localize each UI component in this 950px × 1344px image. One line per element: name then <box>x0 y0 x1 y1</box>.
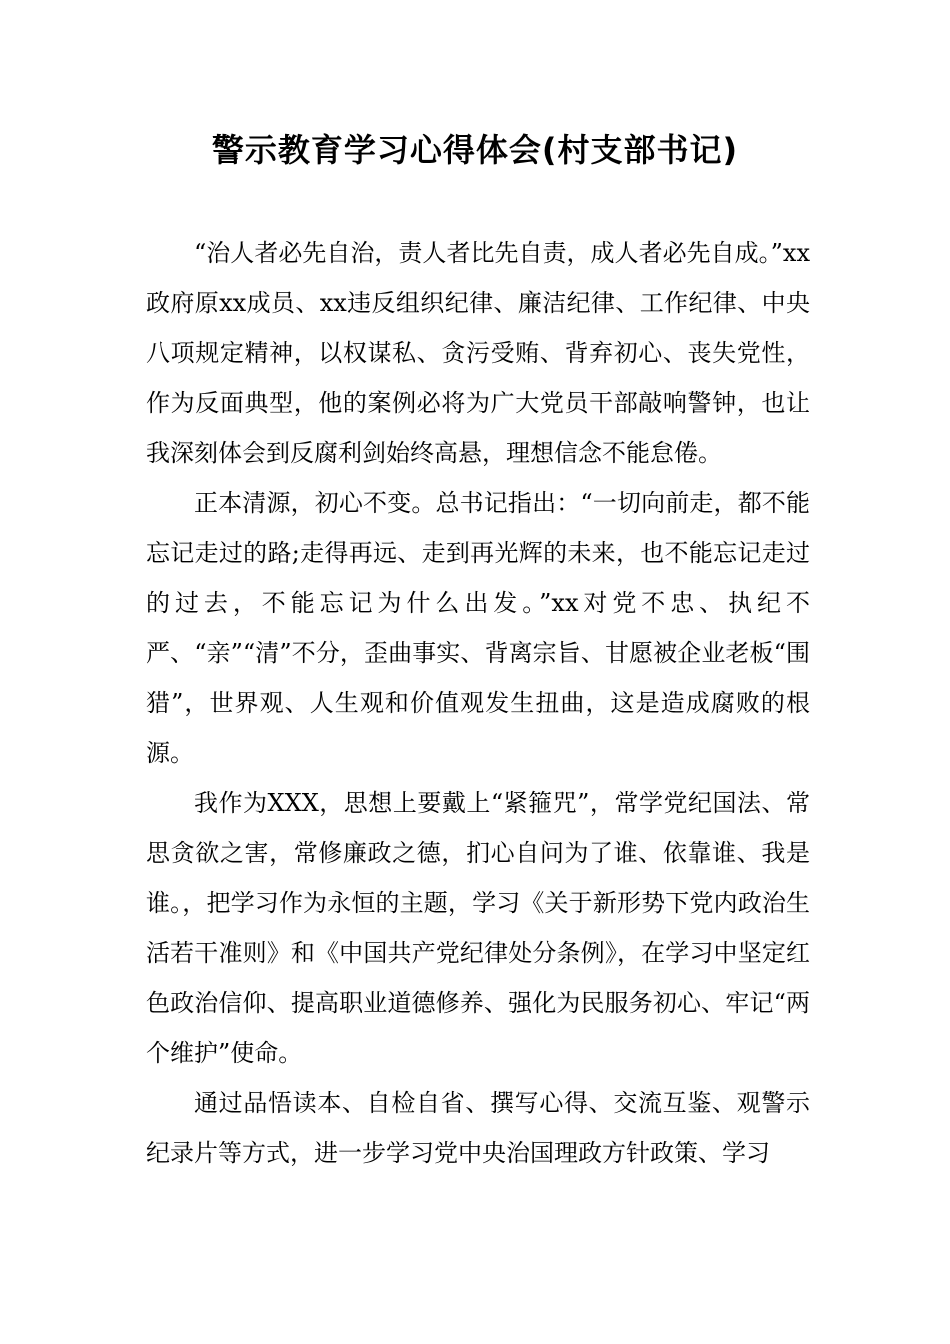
document-body <box>146 228 810 1178</box>
document-title: 警示教育学习心得体会(村支部书记) <box>211 131 739 169</box>
paragraph: 正本清源，初心不变。总书记指出：“一切向前走，都不能忘记走过的路;走得再远、走到再光辉的未来，也不能忘记走过的过去，不能忘记为什么出发。”xx对党不忠、执纪不严、“亲”“清”不分，歪曲事实、背离宗旨、甘愿被企业老板“围猎”，世界观、人生观和价值观发生扭曲，这是造成腐败的根源。 <box>146 489 810 767</box>
paragraph: “治人者必先自治，责人者比先自责，成人者必先自成。”xx政府原xx成员、xx违反组织纪律、廉洁纪律、工作纪律、中央八项规定精神，以权谋私、贪污受贿、背弃初心、丧失党性，作为反面典型，他的案例必将为广大党员干部敲响警钟，也让我深刻体会到反腐利剑始终高悬，理想信念不能怠倦。 <box>146 239 810 467</box>
paragraph: 通过品悟读本、自检自省、撰写心得、交流互鉴、观警示纪录片等方式，进一步学习党中央治国理政方针政策、学习 <box>146 1089 810 1167</box>
paragraph: 我作为XXX，思想上要戴上“紧箍咒”，常学党纪国法、常思贪欲之害，常修廉政之德，扪心自问为了谁、依靠谁、我是谁。，把学习作为永恒的主题，学习《关于新形势下党内政治生活若干准则》和《中国共产党纪律处分条例》，在学习中坚定红色政治信仰、提高职业道德修养、强化为民服务初心、牢记“两个维护”使命。 <box>146 789 810 1067</box>
